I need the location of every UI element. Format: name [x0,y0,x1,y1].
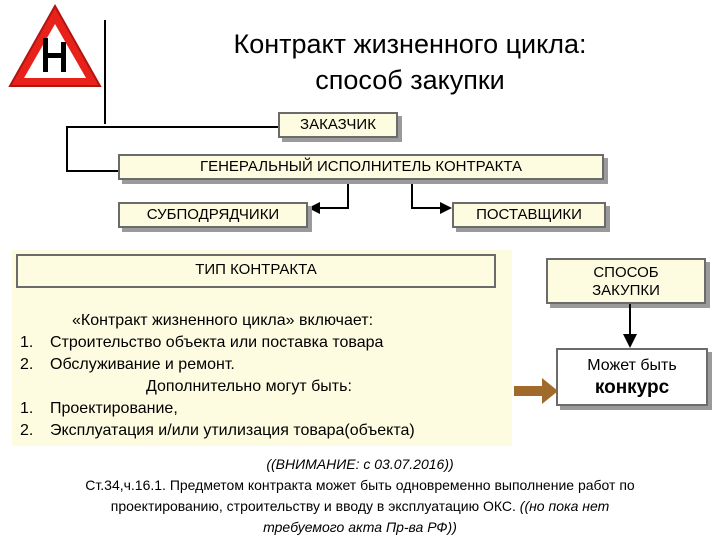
list-item-text: Эксплуатация и/или утилизация товара(объекта) [50,422,415,439]
note-line-2-main: проектированию, строительству и вводу в эксплуатацию ОКС. [110,498,516,514]
general-contractor-box [118,154,604,180]
contract-type-box [16,254,496,288]
list-item-text: Проектирование, [50,400,178,417]
down-arrow [618,304,642,348]
note-line-2-italic: ((но пока нет [519,498,610,514]
procurement-method-box [546,258,706,304]
customer-box [278,112,398,138]
includes-heading: «Контракт жизненного цикла» включает: [72,312,374,329]
subcontractors-label: СУБПОДРЯДЧИКИ [146,206,280,223]
list-item [20,420,415,442]
may-be-line-1: Может быть [587,357,677,374]
page-title [150,26,670,98]
branch-arrows [300,180,460,220]
title-line-2: способ закупки [315,65,505,95]
note-line-2 [10,496,710,517]
list-item [20,398,178,420]
may-be-box [556,348,708,406]
customer-label: ЗАКАЗЧИК [300,116,376,133]
list-item [20,354,235,376]
includes-list [20,310,520,446]
warning-sign-icon [6,2,104,90]
list-item-text: Обслуживание и ремонт. [50,356,235,373]
bracket-bottom-line [66,170,118,172]
list-item-number: 1. [20,334,34,351]
subcontractors-box [118,202,308,228]
may-be-line-2: конкурс [594,377,670,398]
list-item-number: 2. [20,356,34,373]
note-line-1: Ст.34,ч.16.1. Предметом контракта может быть одновременно выполнение работ по [85,477,635,493]
list-item [20,332,383,354]
procurement-method-line-2: ЗАКУПКИ [592,282,660,299]
bracket-left-line [66,126,68,172]
suppliers-box [452,202,606,228]
list-item-number: 1. [20,400,34,417]
title-line-1: Контракт жизненного цикла: [233,29,587,59]
general-contractor-label: ГЕНЕРАЛЬНЫЙ ИСПОЛНИТЕЛЬ КОНТРАКТА [199,158,523,175]
contract-type-label: ТИП КОНТРАКТА [195,261,317,278]
attention-note [10,454,710,538]
right-arrow-icon [514,378,558,404]
additional-heading: Дополнительно могут быть: [146,378,352,395]
attention-heading: ((ВНИМАНИЕ: с 03.07.2016)) [266,456,454,472]
customer-connector-line [66,126,278,128]
list-item-number: 2. [20,422,34,439]
procurement-method-line-1: СПОСОБ [593,264,659,281]
suppliers-label: ПОСТАВЩИКИ [476,206,582,223]
list-item-text: Строительство объекта или поставка товара [50,334,384,351]
left-vertical-line [104,20,106,124]
note-line-3: требуемого акта Пр-ва РФ)) [263,519,457,535]
